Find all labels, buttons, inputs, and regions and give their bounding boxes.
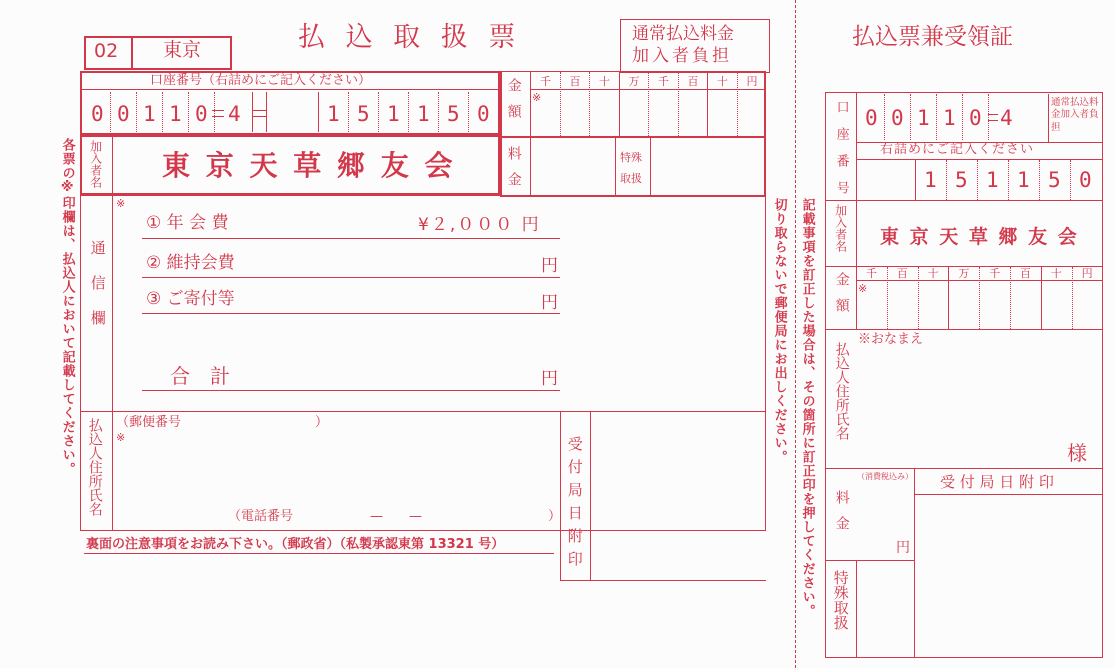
account-digit: 5 (357, 102, 370, 126)
receipt-amount-unit: 円 (1081, 267, 1093, 280)
receipt-amount-unit: 千 (989, 267, 1001, 280)
digit-divider (162, 92, 163, 132)
phone-close: ） (548, 509, 562, 524)
perforation-line (795, 0, 796, 668)
digit-divider (188, 92, 189, 132)
unit-divider (737, 72, 738, 136)
digit-divider (318, 92, 319, 132)
receipt-amount-label: 金額 (833, 272, 850, 324)
receipt-account-digit: 1 (924, 168, 937, 192)
digit-divider (408, 92, 409, 132)
amount-unit: 千 (658, 75, 669, 88)
receipt-account-label: 口座番号 (833, 100, 849, 208)
item-value-3: 円 (541, 293, 558, 313)
receipt-amount-unit: 百 (1020, 267, 1031, 280)
total-unit: 円 (541, 369, 558, 389)
receipt-unit-divider (1041, 267, 1042, 329)
digit-divider (110, 92, 111, 132)
fee-note-line2: 加入者負担 (632, 46, 732, 66)
receipt-account-digit: 0 (969, 106, 982, 130)
check-divider (266, 92, 267, 132)
receipt-digit-divider (988, 94, 989, 140)
account-digit: 1 (169, 102, 182, 126)
receipt-account-digit: 5 (1048, 168, 1061, 192)
form-title: 払 込 取 扱 票 (298, 22, 522, 53)
unit-divider (560, 72, 561, 136)
receipt-account-digit: 1 (917, 106, 930, 130)
receipt-digit-divider (1008, 160, 1009, 200)
receipt-amount-unit: 百 (896, 267, 908, 280)
amount-unit: 十 (599, 75, 610, 88)
digit-divider (136, 92, 137, 132)
digit-divider (214, 92, 215, 132)
receipt-unit-divider (1072, 267, 1073, 329)
receipt-right-fill-note: 右詰めにご記入ください (880, 142, 1035, 157)
comm-asterisk: ※ (116, 197, 126, 210)
receipt-unit-divider (948, 267, 949, 329)
check-divider (252, 92, 253, 132)
receipt-account-check-digit: 4 (1000, 106, 1013, 130)
receipt-title: 払込票兼受領証 (852, 24, 1013, 50)
receipt-fee-unit: 円 (896, 540, 910, 556)
city-name: 東京 (163, 39, 202, 61)
receipt-amount-unit: 十 (1050, 267, 1062, 280)
subscriber-label: 加入者名 (88, 140, 103, 188)
fee-note-line1: 通常払込料金 (632, 24, 734, 44)
special-handling-label: 特殊取扱 (620, 151, 642, 185)
receipt-special-label: 特殊取扱 (831, 570, 850, 630)
unit-divider (678, 72, 679, 136)
postal-label: （郵便番号 (116, 415, 182, 430)
receipt-account-digit: 1 (986, 168, 999, 192)
amount-unit: 円 (746, 75, 758, 88)
account-digit: 0 (117, 102, 130, 126)
unit-divider (707, 72, 708, 136)
receipt-unit-divider (1010, 267, 1011, 329)
amount-label: 金額 (505, 78, 522, 130)
receipt-digit-divider (977, 160, 978, 200)
receipt-tax-note: （消費税込み） (857, 472, 913, 481)
item-value-2: 円 (541, 256, 558, 276)
account-digit: 1 (387, 102, 400, 126)
item-label-2: ② 維持会費 (146, 253, 235, 273)
receipt-account-separator (988, 114, 998, 115)
receipt-digit-divider (884, 94, 885, 140)
digit-divider (348, 92, 349, 132)
digit-divider (468, 92, 469, 132)
receipt-digit-divider (1039, 160, 1040, 200)
receipt-amount-asterisk: ※ (858, 282, 868, 295)
digit-divider (378, 92, 379, 132)
amount-unit: 千 (540, 75, 551, 88)
receipt-fee-label: 料金 (833, 490, 850, 542)
account-digit: 1 (143, 102, 156, 126)
receipt-subscriber-label: 加入者名 (833, 204, 848, 252)
side-note: 各票の※印欄は、払込人において記載してください。 (59, 138, 75, 476)
receipt-account-digit: 0 (1079, 168, 1092, 192)
comm-label: 通信欄 (88, 240, 107, 345)
account-check-digit: 4 (228, 102, 241, 126)
item-label-3: ③ ご寄付等 (146, 289, 235, 309)
receipt-payer-label: 払込人住所氏名 (833, 342, 850, 440)
receipt-divider (1048, 94, 1049, 142)
fee-label: 料金 (505, 146, 522, 198)
amount-asterisk: ※ (532, 91, 542, 104)
receipt-name-label: ※おなまえ (858, 332, 924, 347)
code-number: 02 (94, 40, 119, 62)
receipt-correction-note: 記載事項を訂正した場合は、その箇所に訂正印を押してください。 (799, 198, 815, 618)
postal-close: ） (315, 415, 329, 430)
receipt-amount-unit: 十 (927, 267, 939, 280)
receipt-unit-divider (979, 267, 980, 329)
phone-label: （電話番号 (228, 509, 294, 524)
unit-divider (648, 72, 649, 136)
account-digit: 0 (195, 102, 208, 126)
receipt-subscriber-name: 東 京 天 草 郷 友 会 (880, 226, 1079, 248)
unit-divider (589, 72, 590, 136)
unit-divider (619, 72, 620, 136)
account-digit: 1 (327, 102, 340, 126)
account-separator (252, 116, 266, 117)
receipt-digit-divider (936, 94, 937, 140)
payer-label: 払込人住所氏名 (86, 418, 103, 516)
account-digit: 5 (447, 102, 460, 126)
total-label: 合 計 (170, 364, 230, 388)
receipt-fee-note: 通常払込料金加入者負担 (1051, 97, 1099, 133)
receipt-digit-divider (946, 160, 947, 200)
item-value-1: ¥２,０００ 円 (418, 215, 541, 235)
receipt-account-digit: 5 (955, 168, 968, 192)
digit-divider (438, 92, 439, 132)
account-digit: 0 (91, 102, 104, 126)
receipt-account-digit: 1 (943, 106, 956, 130)
receipt-digit-divider (1070, 160, 1071, 200)
amount-unit: 万 (628, 75, 640, 88)
receipt-digit-divider (910, 94, 911, 140)
receipt-account-separator (988, 120, 998, 121)
receipt-stamp-label: 受 付 局 日 附 印 (940, 473, 1054, 491)
item-label-1: ① 年 会 費 (146, 213, 229, 233)
footer-note: 裏面の注意事項をお読み下さい。（郵政省）（私製承認東第 13321 号） (86, 537, 505, 552)
receipt-amount-unit: 万 (958, 267, 970, 280)
subscriber-name: 東 京 天 草 郷 友 会 (162, 149, 456, 182)
receipt-amount-unit: 千 (866, 267, 877, 280)
unit-divider (530, 72, 531, 136)
amount-unit: 十 (717, 75, 728, 88)
payer-asterisk: ※ (116, 431, 126, 444)
account-digit: 0 (477, 102, 490, 126)
receipt-unit-divider (918, 267, 919, 329)
account-label: 口座番号（右詰めにご記入ください） (150, 73, 372, 88)
account-digit: 1 (417, 102, 430, 126)
receipt-unit-divider (887, 267, 888, 329)
phone-dashes: — — (370, 509, 423, 524)
receipt-stamp-label: 受付局日附印 (565, 436, 584, 574)
amount-unit: 百 (687, 75, 699, 88)
account-separator (212, 110, 224, 111)
receipt-account-digit: 1 (1017, 168, 1030, 192)
cut-note: 切り取らないで郵便局にお出しください。 (771, 198, 787, 464)
receipt-account-digit: 0 (891, 106, 904, 130)
receipt-unit-divider (856, 267, 857, 329)
account-separator (212, 116, 224, 117)
receipt-sama: 様 (1067, 441, 1087, 465)
amount-unit: 百 (569, 75, 581, 88)
receipt-digit-divider (962, 94, 963, 140)
receipt-account-digit: 0 (865, 106, 878, 130)
account-separator (252, 110, 266, 111)
